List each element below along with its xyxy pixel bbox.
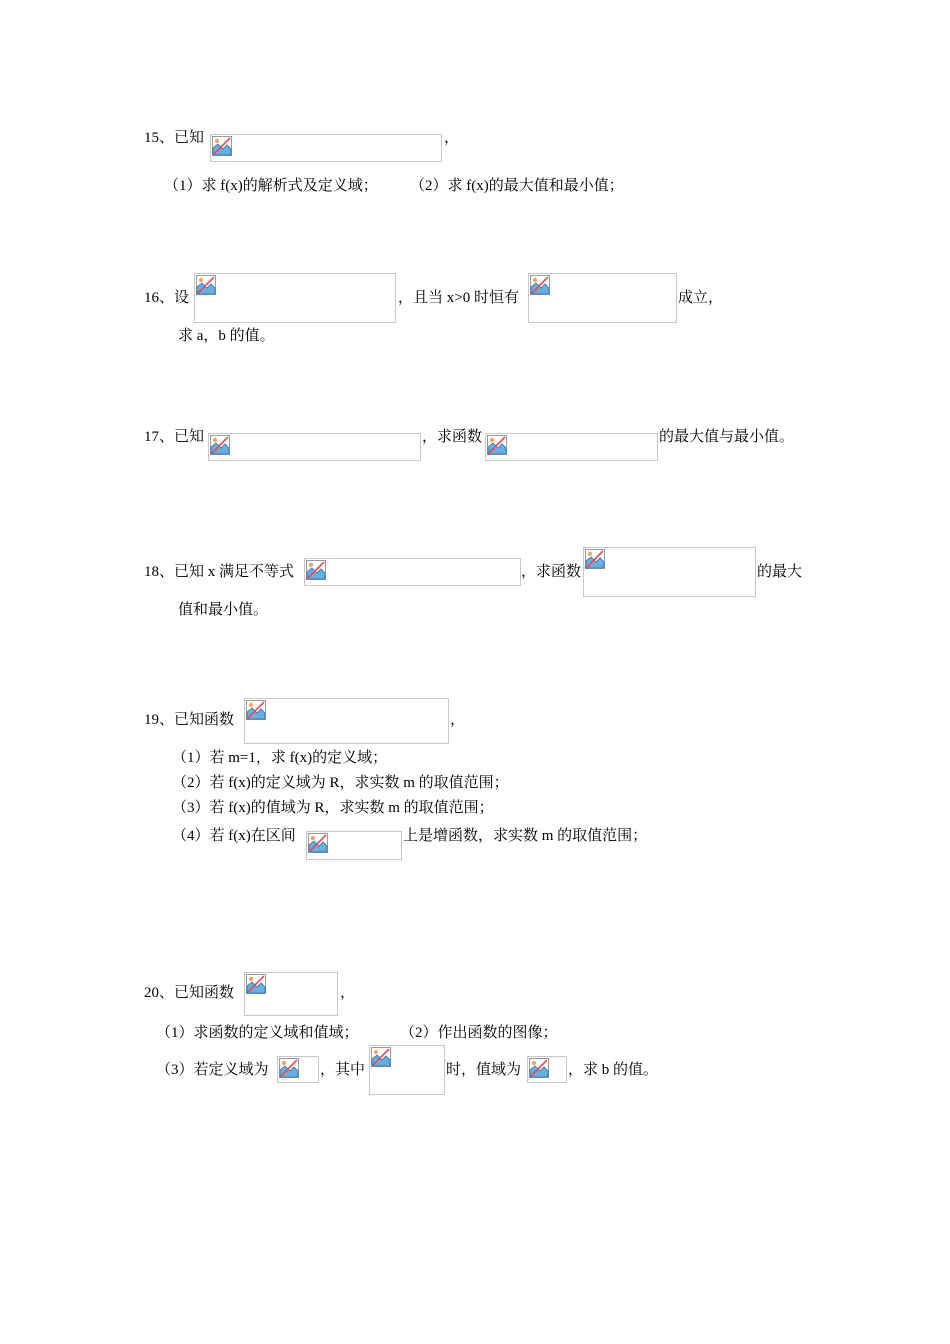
problem-19-q1: （1）若 m=1，求 f(x)的定义域；	[172, 750, 388, 766]
broken-image-icon	[585, 549, 605, 569]
problem-18-cont: 值和最小值。	[178, 602, 269, 618]
problem-16-cont: 求 a，b 的值。	[178, 328, 275, 344]
broken-image-icon	[530, 275, 550, 295]
problem-20-q3b: ，其中	[320, 1062, 366, 1078]
problem-19-q2: （2）若 f(x)的定义域为 R，求实数 m 的取值范围；	[172, 775, 509, 791]
problem-17-mid: ，求函数	[422, 429, 483, 445]
problem-19-q3: （3）若 f(x)的值域为 R，求实数 m 的取值范围；	[172, 800, 494, 816]
problem-19-q4a: （4）若 f(x)在区间	[172, 828, 296, 844]
formula-image-20q3c	[527, 1056, 567, 1083]
formula-image-17a	[208, 433, 421, 461]
problem-20-q3a: （3）若定义域为	[156, 1062, 269, 1078]
broken-image-icon	[306, 560, 326, 580]
formula-image-18a	[304, 558, 521, 586]
problem-15-tail: ，	[444, 130, 460, 146]
formula-image-18b	[583, 547, 756, 597]
broken-image-icon	[371, 1047, 391, 1067]
formula-image-16b	[528, 273, 677, 323]
problem-20-lead: 20、已知函数	[144, 985, 235, 1001]
formula-image-20	[244, 972, 338, 1016]
formula-image-17b	[485, 433, 658, 461]
problem-20-q3c: 时，值域为	[446, 1062, 522, 1078]
broken-image-icon	[487, 435, 507, 455]
formula-image-20q3a	[277, 1056, 319, 1083]
problem-18-mid: ，求函数	[521, 564, 582, 580]
problem-16-tail: 成立，	[678, 290, 724, 306]
formula-image-19q4	[306, 831, 402, 860]
problem-15-lead: 15、已知	[144, 130, 205, 146]
problem-16-mid: ，且当 x>0 时恒有	[398, 290, 519, 306]
formula-image-19	[244, 698, 449, 744]
problem-17-lead: 17、已知	[144, 429, 205, 445]
broken-image-icon	[210, 435, 230, 455]
problem-17-tail: 的最大值与最小值。	[659, 429, 795, 445]
formula-image-15	[210, 134, 442, 162]
problem-16-lead: 16、设	[144, 290, 190, 306]
broken-image-icon	[212, 136, 232, 156]
problem-19-tail: ，	[450, 712, 466, 728]
problem-20-tail: ，	[340, 985, 356, 1001]
problem-18-tail: 的最大	[757, 564, 803, 580]
broken-image-icon	[196, 275, 216, 295]
formula-image-16a	[194, 273, 396, 323]
formula-image-20q3b	[369, 1045, 445, 1095]
broken-image-icon	[279, 1058, 299, 1078]
problem-15-q1: （1）求 f(x)的解析式及定义域；	[164, 178, 378, 194]
problem-20-q1: （1）求函数的定义域和值域；	[156, 1025, 359, 1041]
problem-20-q2: （2）作出函数的图像；	[400, 1025, 558, 1041]
problem-15-q2: （2）求 f(x)的最大值和最小值；	[410, 178, 624, 194]
broken-image-icon	[246, 974, 266, 994]
problem-20-q3d: ，求 b 的值。	[568, 1062, 659, 1078]
broken-image-icon	[529, 1058, 549, 1078]
problem-19-q4b: 上是增函数，求实数 m 的取值范围；	[403, 828, 648, 844]
problem-18-lead: 18、已知 x 满足不等式	[144, 564, 295, 580]
broken-image-icon	[308, 833, 328, 853]
problem-19-lead: 19、已知函数	[144, 712, 235, 728]
broken-image-icon	[246, 700, 266, 720]
